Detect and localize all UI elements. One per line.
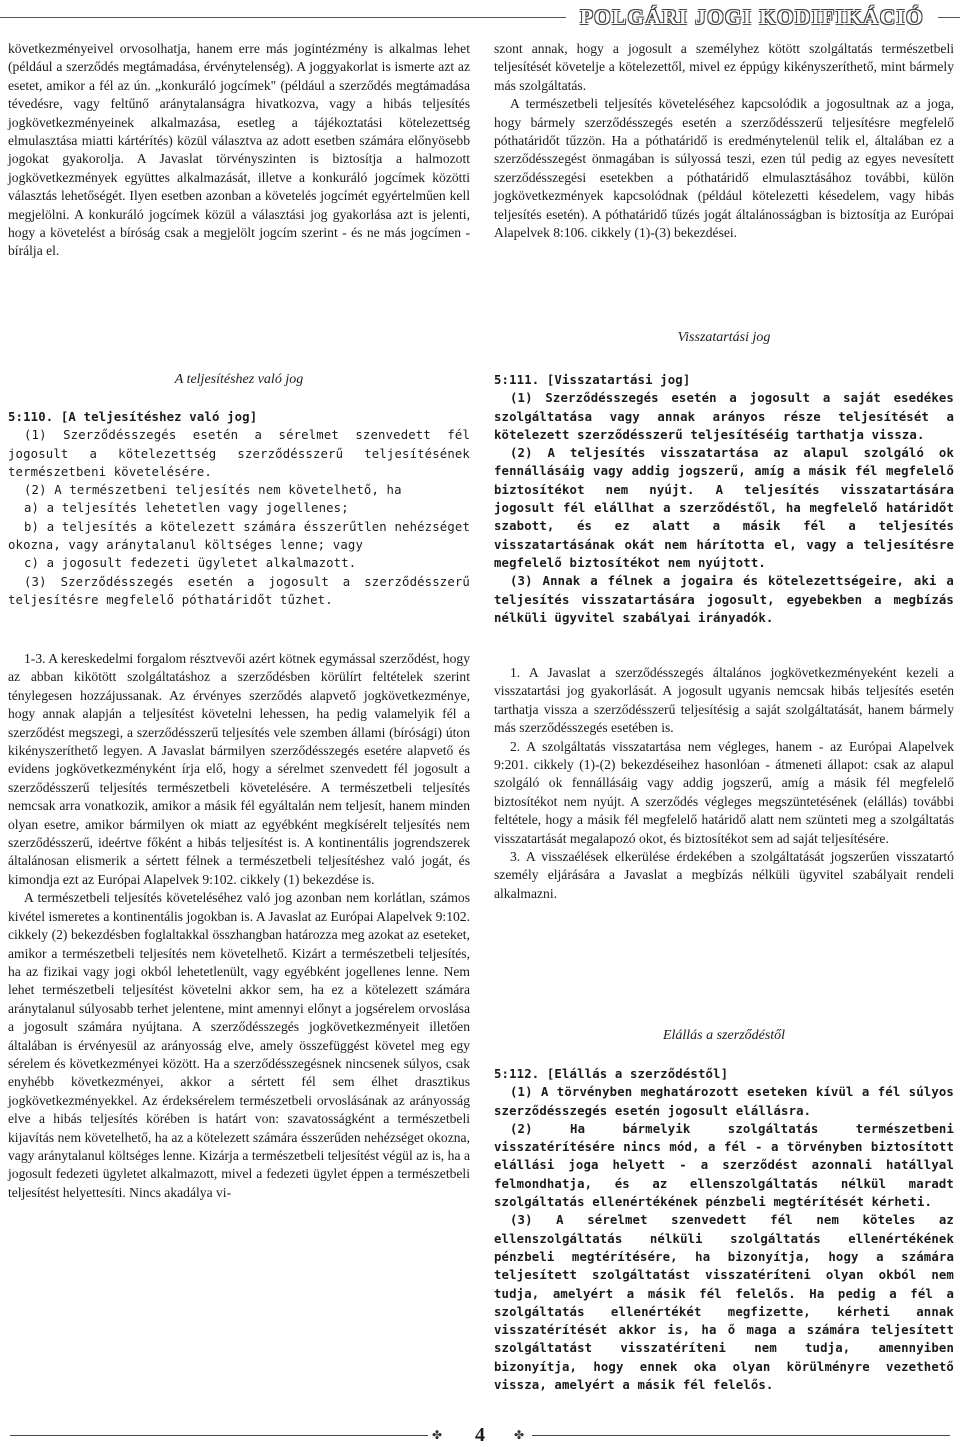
code-paragraph: (2) A teljesítés visszatartása az alapul szolgáló ok fennállásáig vagy addig jogszerű, amíg a másik fél megfelelő biztosítékot nem nyújt. A teljesítés visszatartására jogosult fél elállhat a szerződéstől, ha megfelelő határidőt szabott, és ez alatt a másik fél a teljesítés visszatartásának okát nem hárította el, vagy a teljesítésre megfelelő biztosítékot nem nyújtott. [494, 446, 954, 570]
code-title: 5:111. [Visszatartási jog] [494, 373, 691, 387]
code-title: 5:112. [Elállás a szerződéstől] [494, 1067, 729, 1081]
paragraph: 1. A Javaslat a szerződésszegés általános jogkövetkezményeként kezeli a visszatartási jog gyakorlását. A jogosult ugyanis nemcsak hibás teljesítés esetén tarthatja vissza a szerződésszerű teljesítésig a saját szolgáltatását, hanem bármely más szerződésszegés esetében is. [494, 665, 954, 736]
ornament-right-icon: ✤ [514, 1428, 525, 1442]
code-paragraph: a) a teljesítés lehetetlen vagy jogellenes; [24, 501, 349, 516]
page-number: 4 [475, 1424, 485, 1446]
code-5-111 [494, 371, 954, 627]
left-intro [8, 40, 470, 261]
paragraph: A természetbeli teljesítés követeléséhez való jog azonban nem korlátlan, számos kivétel ismeretes a kontinentális jogokban is. A Javaslat az Európai Alapelvek 9:102. cikkely (2) bekezdésben foglaltakkal összhangban határozza meg azokat az eseteket, amikor a természetbeli teljesítés nem követelhető. Kizárt a természetbeli teljesítés, ha az fizikai vagy jogi okból lehetetlenült, vagy egyébként jogellenes lenne. Nem lehet természetbeli teljesítést követelni akkor sem, ha ez a kötelezett számára aránytalanul súlyosabb terhet jelentene, mint amennyi előnyt a jogsérelem orvoslása a jogosult számára nyújtana. A szerződésszegés jogkövetkezményeit illetően általában is érvényesül az arányosság elve, amely összefüggést követel meg egy sérelem és következményei között. Ha a szerződésszegésnek nincsenek súlyos, csak enyhébb következményei, akkor a sértett fél sem élhet drasztikus jogkövetkezményekkel. Az érdeksérelem természetbeli orvoslásának az arányosság elve a hibás teljesítés körében is határt von: szavatosságként a természetbeli kijavítás nem követelhető, ha az a kötelezett számára ésszerűden nehézséget okozna, vagy aránytalanul költséges lenne. Kizárja a természetbeli teljesítést végül az is, ha a jogosult fedezeti ügyletet alkalmazott, mivel a fedezeti ügylet éppen a természetbeli teljesítést helyettesíti. Nincs akadálya vi- [8, 890, 470, 1200]
code-paragraph: (3) Szerződésszegés esetén a jogosult a szerződésszerű teljesítésre megfelelő póthatáridőt tűzhet. [8, 574, 470, 607]
code-title: 5:110. [A teljesítéshez való jog] [8, 410, 258, 424]
code-paragraph: b) a teljesítés a kötelezett számára ésszerűtlen nehézséget okozna, vagy aránytalanul költséges lenne; vagy [8, 519, 470, 553]
left-commentary [8, 650, 470, 1202]
running-header [0, 4, 960, 30]
section-heading-elallas: Elállás a szerződéstől [662, 1028, 786, 1043]
paragraph: 1-3. A kereskedelmi forgalom résztvevői azért kötnek egymással szerződést, hogy az abban kikötött szolgáltatáshoz a szerződésben körülírt feltételek szerint ténylegesen hozzájussanak. Az érvényes szerződés alapvető jogkövetkezménye, hogy annak alapján a teljesítést követelni lehessen, ha pedig valamelyik fél a szerződést megszegi, a szerződésszerű teljesítés vele szemben állami (bírósági) úton kikényszeríthető legyen. A Javaslat bármilyen szerződésszegés esetére alapvető és evidens jogkövetkezményként írja elő, hogy a sérelmet szenvedett fél jogosult a szerződésszerű teljesítés természetbeli követelésére. A természetbeli teljesítés nemcsak arra vonatkozik, amikor a másik fél egyáltalán nem teljesít, hanem minden olyan esetre, amikor bármilyen ok miatt az egyébként megkísérelt teljesítés nem szerződésszerű, ideértve főként a hibás teljesítést is. A kontinentális jogrendszerek általánosan elismerik a sértett félnek a természetbeli teljesítéshez való jogát, és kimondja ezt az Európai Alapelvek 9:102. cikkely (1) bekezdése is. [8, 651, 470, 887]
code-5-112 [494, 1065, 954, 1394]
code-paragraph: (1) A törvényben meghatározott eseteken kívül a fél súlyos szerződésszegés esetén jogosult elállásra. [494, 1085, 954, 1118]
code-paragraph: (3) Annak a félnek a jogaira és kötelezettségeire, aki a teljesítés visszatartására jogosult, egyebekben a megbízás nélküli ügyvitel szabályai irányadók. [494, 574, 954, 625]
paragraph: következményeivel orvosolhatja, hanem erre más jogintézmény is alkalmas lehet (például a szerződés megtámadása, érvénytelenség). A joggyakorlat is ismerte azt az esetet, amikor a fél az ún. „konkuráló jogcímek" (például a szerződés megtámadása tévedésre, vagy feltűnő aránytalanságra hivatkozva, vagy a hibás teljesítés jogkövetkezményeinek alkalmazása, esetleg a tájékoztatási kötelezettség elmulasztása miatti kártérítés) közül választva az adott esetben számára előnyösebb jogokat gyakorolja. A Javaslat törvényszinten is biztosítja a halmozott jogkövetkezmények együttes alkalmazását, illetve a konkuráló jogcímek közötti választás lehetőségét. Ilyen esetben azonban a követelés jogcímét egyértelműen kell megjelölni. A konkuráló jogcímek közül a választási jog gyakorlása azt is jelenti, hogy a követelést a bíróság csak a megjelölt jogcím szerint - és ne más jogcímen - bírálja el. [8, 41, 470, 259]
paragraph: 3. A visszaélések elkerülése érdekében a szolgáltatását jogszerűen visszatartó személy eljárására a Javaslat a megbízás nélküli ügyvitel szabályait rendeli alkalmazni. [494, 849, 954, 901]
code-paragraph: c) a jogosult fedezeti ügyletet alkalmazott. [24, 556, 357, 571]
page-footer [0, 1424, 960, 1446]
ornament-left-icon: ✤ [432, 1428, 443, 1442]
right-intro [494, 40, 954, 242]
code-5-110 [8, 408, 470, 609]
right-commentary [494, 664, 954, 903]
code-paragraph: (2) A természetbeni teljesítés nem követelhető, ha [24, 483, 402, 498]
code-paragraph: (1) Szerződésszegés esetén a sérelmet szenvedett fél jogosult a kötelezettség szerződésszerű teljesítésének természetbeni követelésére. [8, 428, 470, 479]
code-paragraph: (3) A sérelmet szenvedett fél nem köteles az ellenszolgáltatás nélküli szolgáltatás ellenértékének pénzbeli megtérítésére, ha bizonyítja, hogy a számára teljesített szolgáltatást visszatéríteni olyan okból nem tudja, amelyért a másik fél felelős. Ha pedig a fél a szolgáltatás ellenértékét megfizette, kérheti annak visszatérítését akkor is, ha ő maga a számára teljesített szolgáltatást visszatéríteni nem tudja, amennyiben bizonyítja, hogy ennek oka olyan körülményre vezethető vissza, amelyért a másik fél felelős. [494, 1213, 954, 1393]
code-paragraph: (2) Ha bármelyik szolgáltatás természetbeni visszatérítésére nincs mód, a fél - a törvényben biztosított elállási joga helyett - a szerződést azonnali hatállyal felmondhatja, és az ellenszolgáltatás nélkül maradt szolgáltatás ellenértékének pénzbeli megtérítését kérheti. [494, 1121, 954, 1210]
paragraph: szont annak, hogy a jogosult a személyhez kötött szolgáltatás természetbeli teljesítését követelje a kötelezettől, mivel ez éppúgy kikényszeríthető, mint bármely más szolgáltatás. [494, 41, 954, 93]
journal-title: POLGÁRI JOGI KODIFIKÁCIÓ [566, 4, 938, 30]
code-paragraph: (1) Szerződésszegés esetén a jogosult a saját esedékes szolgáltatása vagy annak arányos része teljesítését a kötelezett szerződésszerű teljesítéséig tarthatja vissza. [494, 391, 954, 442]
paragraph: 2. A szolgáltatás visszatartása nem végleges, hanem - az Európai Alapelvek 9:201. cikkely (1)-(2) bekezdéseihez hasonlóan - átmeneti állapot: csak az alapul szolgáló ok fennállásáig vagy addig jogszerű, amíg a másik fél megfelelő biztosítékot nem nyújt. A szerződés végleges megszüntetésének (elállás) további feltétele, hogy a másik fél megfelelő határidő alatt nem szünteti meg a szolgáltatás visszatartását megalapozó okot, és biztosítékot sem ad saját teljesítésére. [494, 738, 954, 846]
footer-rule-left [10, 1435, 428, 1436]
footer-rule-right [532, 1435, 950, 1436]
section-heading-visszatartasi: Visszatartási jog [677, 330, 771, 345]
paragraph: A természetbeli teljesítés követeléséhez kapcsolódik a jogosultnak az a joga, hogy bármely szerződésszegés esetén a szerződésszerű teljesítésre megfelelő póthatáridőt tűzzön. Ha a póthatáridő is eredménytelenül telik el, általában ez a szerződésszegést önmagában is súlyossá teszi, ezen túl pedig az egyes nevesített szerződésszegési esetekben a póthatáridő elmulasztásához további, külön jogkövetkezmények kapcsolódnak (például kötelezetti késedelem, vagy hibás teljesítés esetén). A póthatáridő tűzés jogát általánosságban is biztosítja az Európai Alapelvek 8:106. cikkely (1)-(3) bekezdései. [494, 96, 954, 241]
section-heading-teljesiteshez: A teljesítéshez való jog [174, 372, 304, 387]
